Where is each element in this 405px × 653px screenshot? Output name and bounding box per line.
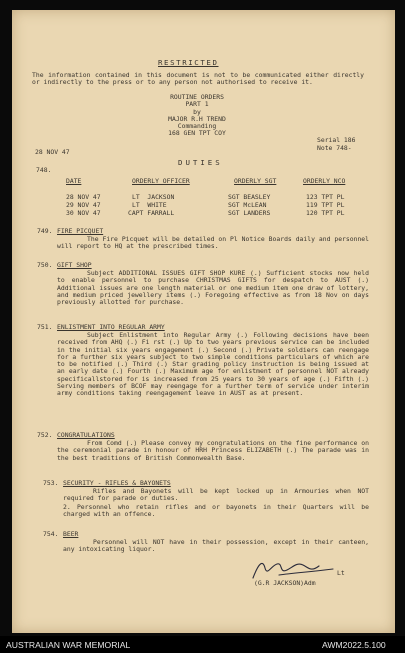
title-line: Commanding [177,122,217,131]
duty-sgt: SGT LANDERS [228,209,271,217]
footer-institution: AUSTRALIAN WAR MEMORIAL [6,640,131,650]
duty-nco: 119 TPT PL [306,201,345,209]
order-title: SECURITY - RIFLES & BAYONETS [63,479,171,487]
duties-heading: DUTIES [178,158,223,167]
title-line: MAJOR R.H TREND [168,114,226,123]
classification-heading: RESTRICTED [158,58,219,67]
duties-col-nco: ORDERLY NCO [303,177,346,185]
duty-sgt: SGT BEASLEY [228,193,271,201]
document-page [12,10,395,633]
duty-nco: 120 TPT PL [306,209,345,217]
order-title: FIRE PICQUET [57,227,104,235]
duty-officer: LT WHITE [132,201,167,209]
order-text: Subject ADDITIONAL ISSUES GIFT SHOP KURE (.) Sufficient stocks now held to enable personnel to purchase CHRISTMAS GIFTS for despatch to AUST (.) Additional issues are one length material or one medium item one draw of lottery, and medium priced jewellery items (.) Foregoing effective as from 18 Nov on days previously allotted for purchase. [57,269,369,307]
duty-date: 30 NOV 47 [66,209,101,217]
note-number: Note 748- [317,144,352,152]
duty-officer: LT JACKSON [132,193,175,201]
footer-accession-number: AWM2022.5.100 [322,640,386,650]
order-number: 750. [37,261,53,269]
order-text: From Comd (.) Please convey my congratulations on the fine performance on the ceremonial parade in honour of HRH Princess ELIZABETH (.) The parade was in the best traditions of British Commonwealth Base. [57,439,369,462]
order-text-part-2: 2. Personnel who retain rifles and or bayonets in their Quarters will be charged with an offence. [63,503,369,519]
order-date: 28 NOV 47 [35,148,70,156]
order-text: Subject Enlistment into Regular Army (.) Following decisions have been received from AHQ (.) Fi rst (.) Up to two years previous service can be included in the initial six years engagement (.) Second (.) Private soldiers can reengage for a further six years subject to two simple conditions particulars of which are to be notified (.) Third (.) Star grading policy instruction is being issued at an early date (.) Fourth (.) Maximum age for enlistment of personnel NOT already specificallstored for is increased from 25 years to 30 years of age (.) Fifth (.) Serving members of BCOF may reengage for a further term of service under interim army conditions taking reengagement leave in AUST as at present. [57,331,369,398]
order-number: 752. [37,431,53,439]
duty-sgt: SGT McLEAN [228,201,267,209]
security-warning: The information contained in this document is not to be communicated either directly or indirectly to the press or to any person not authorised to receive it. [32,71,364,87]
order-number: 754. [43,530,59,538]
archive-footer [0,636,405,653]
order-title: CONGRATULATIONS [57,431,115,439]
duty-nco: 123 TPT PL [306,193,345,201]
order-text: Personnel will NOT have in their possession, except in their canteen, any intoxicating liquor. [63,538,369,554]
routine-orders-title [157,94,237,138]
title-line: by [193,107,201,116]
duty-date: 28 NOV 47 [66,193,101,201]
title-line: ROUTINE ORDERS [170,93,224,101]
order-number: 753. [43,479,59,487]
signature-rank: Lt [337,569,345,577]
order-title: ENLISTMENT INTO REGULAR ARMY [57,323,165,331]
title-line: PART 1 [185,100,209,109]
signature-name: (G.R JACKSON)Adm [254,579,316,587]
duty-officer: CAPT FARRALL [128,209,175,217]
duty-date: 29 NOV 47 [66,201,101,209]
order-title: BEER [63,530,79,538]
order-number: 749. [37,227,53,235]
order-number: 751. [37,323,53,331]
order-text: Rifles and Bayonets will be kept locked up in Armouries when NOT required for parade or duties. [63,487,369,503]
duties-col-officer: ORDERLY OFFICER [132,177,190,185]
duties-col-date: DATE [66,177,82,185]
serial-number: Serial 186 [317,136,356,144]
order-text: The Fire Picquet will be detailed on Pl Notice Boards daily and personnel will report to HQ at the prescribed times. [57,235,369,251]
order-title: GIFT SHOP [57,261,92,269]
duties-col-sgt: ORDERLY SGT [234,177,277,185]
title-line: 168 GEN TPT COY [168,129,226,138]
duties-number: 748. [36,166,52,174]
